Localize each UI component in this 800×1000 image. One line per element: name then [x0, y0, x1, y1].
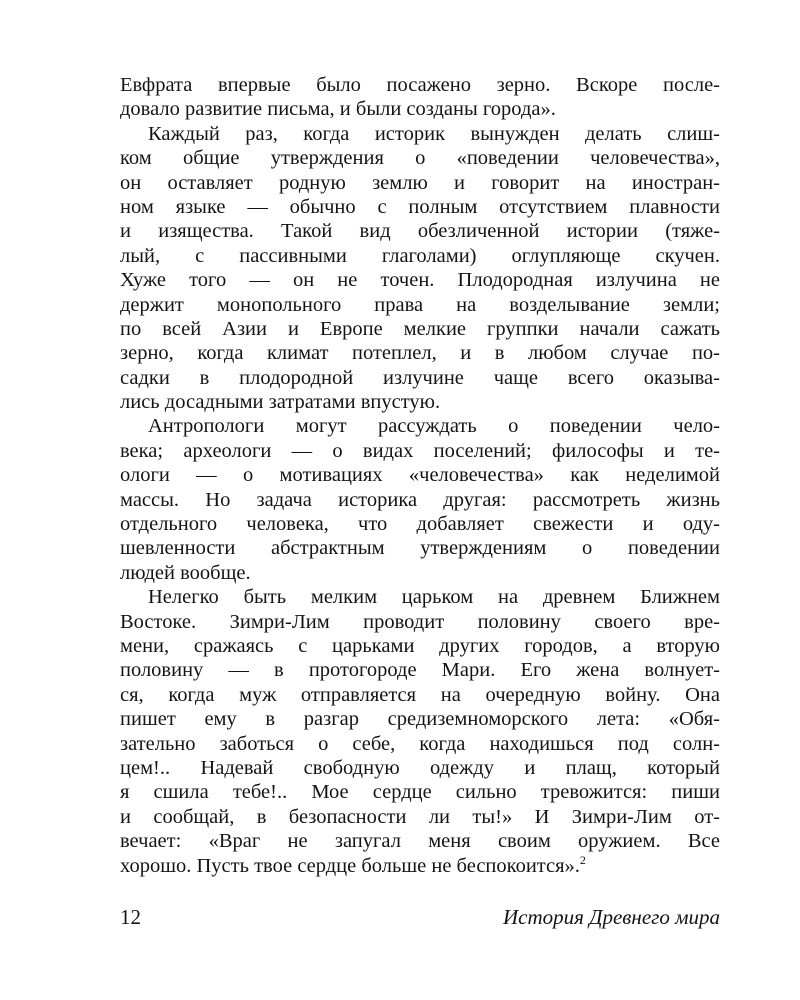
text-line-content: хорошо. Пусть твое сердце больше не беспокоится».	[120, 854, 580, 877]
text-line: Хуже того — он не точен. Плодородная излучина не	[120, 269, 720, 292]
text-line: ком общие утверждения о «поведении человечества»,	[120, 147, 720, 170]
text-line: и сообщай, в безопасности ли ты!» И Зимри-Лим от-	[120, 805, 720, 828]
page-footer	[120, 903, 720, 931]
text-line: людей вообще.	[120, 561, 251, 584]
text-line: мени, сражаясь с царьками других городов, а вторую	[120, 634, 720, 657]
text-line-last	[120, 854, 720, 878]
text-line: держит монопольного права на возделывание земли;	[120, 293, 720, 316]
page-number: 12	[120, 905, 141, 929]
text-line: и изящества. Такой вид обезличенной истории (тяже-	[120, 220, 720, 243]
text-line: цем!.. Надевай свободную одежду и плащ, который	[120, 756, 720, 779]
text-line: Евфрата впервые было посажено зерно. Вскоре после-	[120, 74, 720, 96]
text-line: Востоке. Зимри-Лим проводит половину своего вре-	[120, 610, 720, 633]
text-line: лый, с пассивными глаголами) оглупляюще скучен.	[120, 244, 720, 267]
text-line: Каждый раз, когда историк вынужден делать слиш-	[148, 122, 720, 145]
text-line: садки в плодородной излучине чаще всего оказыва-	[120, 366, 720, 389]
text-line: ся, когда муж отправляется на очередную войну. Она	[120, 683, 720, 706]
text-line: Антропологи могут рассуждать о поведении чело-	[148, 415, 720, 438]
text-line: зательно заботься о себе, когда находишься под солн-	[120, 732, 720, 755]
text-line: половину — в протогороде Мари. Его жена волнует-	[120, 659, 720, 682]
footnote-reference[interactable]: 2	[579, 852, 586, 867]
text-line: довало развитие письма, и были созданы города».	[120, 98, 556, 121]
text-line: зерно, когда климат потеплел, и в любом случае по-	[120, 342, 720, 365]
text-line: вечает: «Враг не запугал меня своим оружием. Все	[120, 830, 720, 853]
text-line: по всей Азии и Европе мелкие группки начали сажать	[120, 317, 720, 340]
text-line: я сшила тебе!.. Мое сердце сильно тревожится: пиши	[120, 781, 720, 804]
text-line: лись досадными затратами впустую.	[120, 391, 441, 414]
text-line: века; археологи — о видах поселений; философы и те-	[120, 439, 720, 462]
running-title: История Древнего мира	[502, 905, 720, 929]
text-line: шевленности абстрактным утверждениям о поведении	[120, 537, 720, 560]
text-line: массы. Но задача историка другая: рассмотреть жизнь	[120, 488, 720, 511]
text-line: он оставляет родную землю и говорит на иностран-	[120, 171, 720, 194]
text-line: ологи — о мотивациях «человечества» как неделимой	[120, 464, 720, 487]
body-text	[120, 73, 720, 878]
text-line: ном языке — обычно с полным отсутствием плавности	[120, 195, 720, 218]
text-line: пишет ему в разгар средиземноморского лета: «Обя-	[120, 708, 720, 731]
text-line: отдельного человека, что добавляет свежести и оду-	[120, 513, 720, 536]
text-line: Нелегко быть мелким царьком на древнем Ближнем	[148, 586, 720, 609]
